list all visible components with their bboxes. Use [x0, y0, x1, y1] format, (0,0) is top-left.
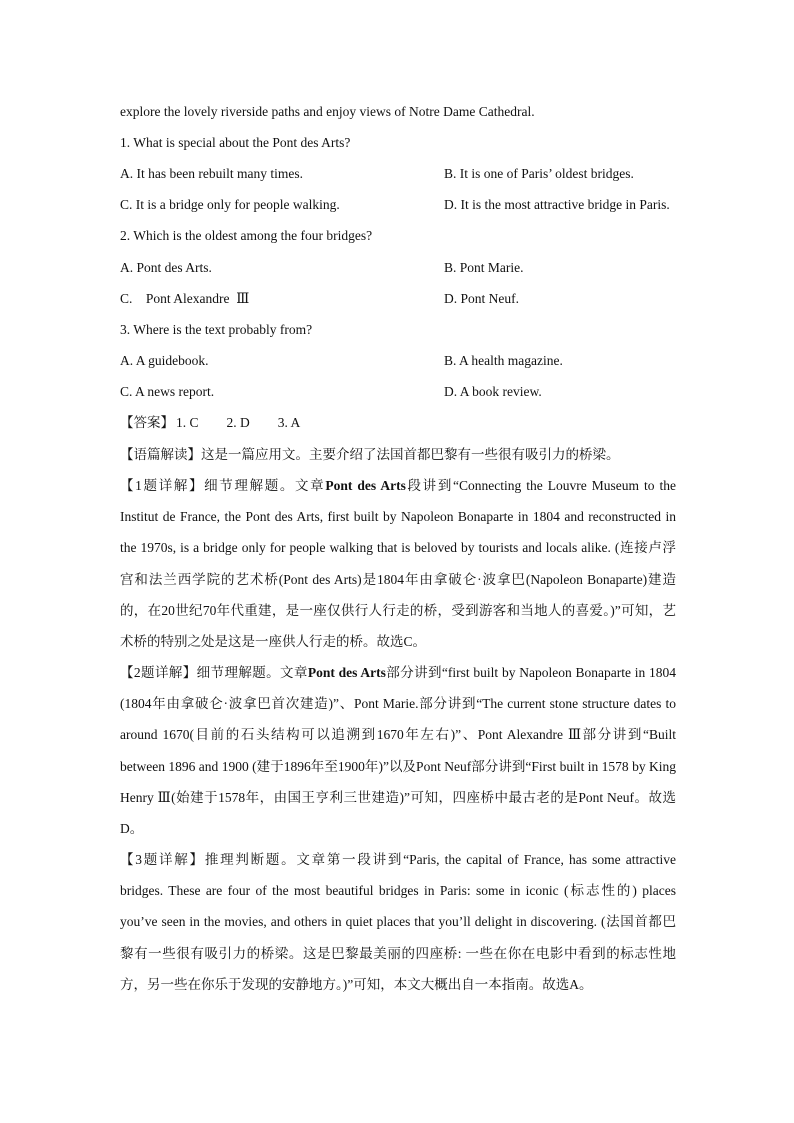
- question-1-option-a: A. It has been rebuilt many times.: [120, 166, 303, 181]
- explanation-2: [120, 657, 676, 844]
- explanation-2-bold: Pont des Arts: [307, 665, 386, 680]
- explanation-1: [120, 470, 676, 657]
- explanation-3-body: 推理判断题。文章第一段讲到“Paris, the capital of France, has some attractive bridges. These are four of the most beautiful bridges in Paris: some in iconic (标志性的) places you’ve seen in the movies, and others in quiet places that you’ll delight in discovering. (法国首都巴黎有一些很有吸引力的桥梁。这是巴黎最美丽的四座桥: 一些在你在电影中看到的标志性地方，另一些在你乐于发现的安静地方。)”可知，本文大概出自一本指南。故选A。: [120, 852, 677, 992]
- explanation-2-body: 部分讲到“first built by Napoleon Bonaparte in 1804 (1804年由拿破仑·波拿巴首次建造)”、Pont Marie.部分讲到“The current stone structure dates to around 1670(目前的石头结构可以追溯到1670年左右)”、Pont Alexandre Ⅲ部分讲到“Built between 1896 and 1900 (建于1896年至1900年)”以及Pont Neuf部分讲到“First built in 1578 by King Henry Ⅲ(始建于1578年，由国王亨利三世建造)”可知，四座桥中最古老的是Pont Neuf。故选D。: [120, 665, 677, 837]
- explanation-2-tag: 【2题详解】: [120, 665, 197, 680]
- question-1-option-d: D. It is the most attractive bridge in Paris.: [444, 197, 670, 212]
- explanation-3-tag: 【3题详解】: [120, 852, 205, 867]
- question-1-stem: 1. What is special about the Pont des Arts?: [120, 135, 351, 150]
- question-3-option-b: B. A health magazine.: [444, 353, 563, 368]
- explanation-1-pre: 细节理解题。文章: [204, 478, 326, 493]
- explanation-2-pre: 细节理解题。文章: [196, 665, 308, 680]
- question-3-option-c: C. A news report.: [120, 384, 215, 399]
- summary-tag: 【语篇解读】: [120, 447, 201, 462]
- question-2-option-b: B. Pont Marie.: [444, 260, 524, 275]
- question-1-option-c: C. It is a bridge only for people walking.: [120, 197, 340, 212]
- answer-item-1: 1. C: [176, 415, 199, 430]
- question-2-option-a: A. Pont des Arts.: [120, 260, 212, 275]
- answer-line: [120, 413, 300, 433]
- answer-item-3: 3. A: [277, 415, 301, 430]
- answer-tag: 【答案】: [120, 415, 174, 430]
- answer-item-2: 2. D: [226, 415, 250, 430]
- summary-paragraph: [120, 439, 676, 470]
- question-3-option-a: A. A guidebook.: [120, 353, 209, 368]
- explanation-1-tag: 【1题详解】: [120, 478, 205, 493]
- question-3-stem: 3. Where is the text probably from?: [120, 322, 313, 337]
- question-3-option-d: D. A book review.: [444, 384, 542, 399]
- question-2-option-c: C. Pont Alexandre Ⅲ: [120, 291, 250, 306]
- intro-line: explore the lovely riverside paths and enjoy views of Notre Dame Cathedral.: [120, 104, 535, 119]
- explanation-1-body: 段讲到“Connecting the Louvre Museum to the Institut de France, the Pont des Arts, first built by Napoleon Bonaparte in 1804 and reconstructed in the 1970s, is a bridge only for people walking that is beloved by tourists and locals alike. (连接卢浮宫和法兰西学院的艺术桥(Pont des Arts)是1804年由拿破仑·波拿巴(Napoleon Bonaparte)建造的，在20世纪70年代重建，是一座仅供行人行走的桥，受到游客和当地人的喜爱。)”可知，艺术桥的特别之处是这是一座供人行走的桥。故选C。: [120, 478, 677, 650]
- question-1-option-b: B. It is one of Paris’ oldest bridges.: [444, 166, 634, 181]
- summary-text: 这是一篇应用文。主要介绍了法国首都巴黎有一些很有吸引力的桥梁。: [201, 447, 620, 462]
- question-2-option-d: D. Pont Neuf.: [444, 291, 519, 306]
- explanation-1-bold: Pont des Arts: [325, 478, 406, 493]
- explanation-3: [120, 844, 676, 1000]
- question-2-stem: 2. Which is the oldest among the four bridges?: [120, 228, 373, 243]
